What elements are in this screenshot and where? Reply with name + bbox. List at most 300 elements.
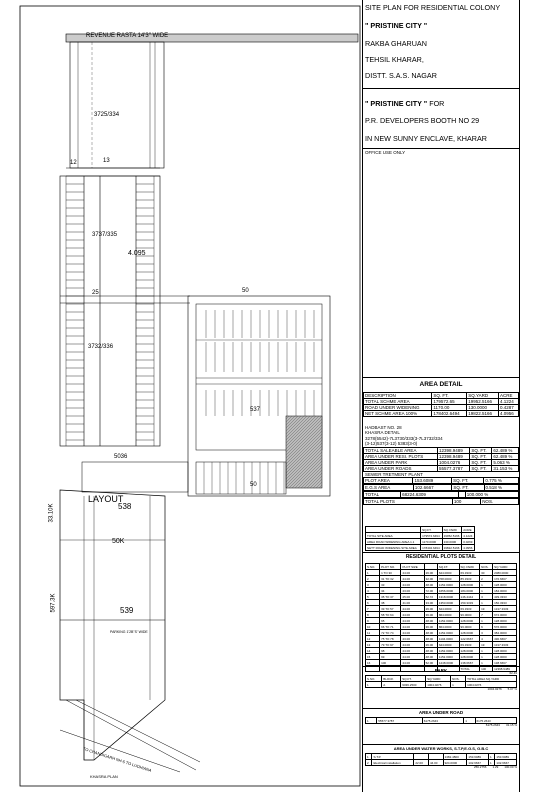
table-cell: 1152.0000 [437, 582, 459, 588]
khasra-detail-value-2: (3-12)537(3-12) 5383(3-0) [365, 441, 418, 447]
table-row [364, 498, 519, 504]
table-cell: 1152.0000 [437, 648, 459, 654]
table [365, 526, 475, 551]
layout-label: LAYOUT [88, 494, 124, 504]
table-cell: 100 [480, 666, 493, 672]
table-cell: SQ.FT. [401, 676, 426, 682]
plot-538-label: 538 [118, 502, 132, 511]
table-cell: NETT ROAD WIDENING SITE AREA [366, 545, 421, 551]
table-cell: 22.00 [414, 760, 429, 766]
table-cell: 128.0000 [493, 618, 517, 624]
table-cell: SQ. FT. [452, 484, 484, 490]
table-cell: 130.0000 [442, 539, 462, 545]
title-line-2: " PRISTINE CITY " [365, 21, 428, 30]
table-cell: 19822.5166 [442, 545, 462, 551]
road-total-value: 6175.2643 [485, 723, 500, 727]
table-cell: 3 [480, 630, 493, 636]
divider [363, 666, 519, 667]
title-line-6 [365, 100, 517, 108]
table-cell: 19 [480, 606, 493, 612]
table-cell: 6 [480, 624, 493, 630]
table-cell: 48.00 [424, 582, 437, 588]
table-cell: 36.00 [424, 624, 437, 630]
table-cell: S.NO. [366, 564, 380, 570]
table-cell: 1 [480, 600, 493, 606]
table-row [364, 491, 519, 497]
table-cell: 41.00 [401, 600, 424, 606]
khasra-plan-label: KHASRA PLAN [90, 774, 118, 779]
table-cell: PLOT NO. [380, 564, 401, 570]
table-cell: 32.00 [424, 576, 437, 582]
table-cell: 24.00 [401, 630, 424, 636]
table-cell: 1353.0000 [437, 600, 459, 606]
dim-label-50: 50 [242, 288, 249, 294]
table-cell: 26.00 [424, 606, 437, 612]
table-cell: SQ.FT. [437, 564, 459, 570]
table-cell: 12398.9489 [493, 666, 517, 672]
table-cell: TOTAL SITE AREA [366, 533, 421, 539]
side-dim-33: 33.10K [48, 503, 55, 523]
title-line-4: TEHSIL KHARAR, [365, 55, 424, 64]
table-cell: 1 [480, 588, 493, 594]
table-cell: SQ. FT. [470, 459, 492, 465]
table-cell: 24.00 [401, 612, 424, 618]
table-cell: 16 [366, 660, 380, 666]
title-line-7: P.R. DEVELOPERS BOOTH NO 29 [365, 116, 480, 125]
table-cell: 128.0000 [493, 648, 517, 654]
table-cell: 1170.00 [432, 405, 467, 411]
table-cell: 3 [366, 582, 380, 588]
table-cell: Electrical installation [372, 760, 414, 766]
table-row [364, 465, 519, 471]
table-cell: SQ. FT. [432, 393, 467, 399]
table-cell: 100 [380, 660, 401, 666]
table-cell: SQ. FT. [470, 453, 492, 459]
table-cell: 1 [480, 648, 493, 654]
table-cell: 68224.6309 [401, 491, 459, 497]
table-cell: 24.00 [401, 660, 424, 666]
table-cell: 490.6667 [493, 636, 517, 642]
table-cell: 69.3333 [459, 606, 480, 612]
table-cell: 128.0000 [459, 618, 480, 624]
waterworks-percent: 1.29 [492, 765, 499, 769]
table-row [364, 459, 519, 465]
dim-label-25: 25 [92, 290, 99, 296]
table-cell: 4.1224 [499, 399, 519, 405]
table-cell: 3 [480, 594, 493, 600]
table-cell: 6175.2643 [422, 718, 463, 724]
khasra-label-3725: 3725/334 [94, 112, 120, 118]
park-total-value: 1004.0276 [487, 687, 502, 691]
table-row [364, 411, 519, 417]
table-cell: TOTAL AREA SQ.YARD [466, 676, 517, 682]
table-row [364, 447, 519, 453]
plot-537-label: 537 [250, 407, 261, 413]
table-cell: 1 [488, 760, 494, 766]
table-cell: 128.0000 [493, 654, 517, 660]
table-cell: 2 [366, 760, 372, 766]
table-cell: SQ.YARD [459, 564, 480, 570]
table-cell: SQ.YARD [442, 527, 462, 533]
table-cell: 96.0000 [459, 612, 480, 618]
table-cell: 128.0000 [493, 582, 517, 588]
table-cell: 1 [480, 654, 493, 660]
table-cell: 1 TO 30 [380, 570, 401, 576]
table-cell: 5 [366, 594, 380, 600]
table-cell: 128.0000 [459, 654, 480, 660]
table [365, 563, 517, 672]
table-cell: NOS. [481, 498, 519, 504]
table-cell: 69.3333 [459, 570, 480, 576]
table-cell: 1 [366, 682, 382, 688]
table-cell: 24.00 [401, 654, 424, 660]
table-cell: 170.6667 [493, 576, 517, 582]
plots-percent: 62.49 [509, 671, 517, 675]
table-cell: 38 [380, 600, 401, 606]
table-cell: 24.00 [401, 570, 424, 576]
table-cell: 19 [480, 642, 493, 648]
table-cell: 924.0000 [443, 760, 467, 766]
divider [363, 744, 519, 745]
table-cell: 24.00 [401, 582, 424, 588]
table-cell: 12398.9489 [437, 453, 469, 459]
table-cell: 36.00 [424, 612, 437, 618]
dim-label-12: 12 [70, 160, 77, 166]
table-cell: 1382.4800 [443, 754, 467, 760]
table-cell: 98 [380, 648, 401, 654]
title-line-6a: " PRISTINE CITY " [365, 99, 428, 108]
table-cell: 624.0000 [437, 570, 459, 576]
table-row [364, 477, 519, 483]
table-cell: 150.3333 [459, 600, 480, 606]
table-cell: 2 [366, 576, 380, 582]
table-cell: 26.00 [424, 570, 437, 576]
table-cell: 1 [480, 582, 493, 588]
table-cell: 26.00 [424, 642, 437, 648]
title-line-1: SITE PLAN FOR RESIDENTIAL COLONY [365, 3, 501, 12]
khasra-label-3737: 3737/335 [92, 232, 118, 238]
table [363, 477, 519, 484]
table-cell: 79 TO 97 [380, 642, 401, 648]
table-cell: 31 TO 32 [380, 576, 401, 582]
table-cell: TOTAL SALEABLE AREA [364, 447, 438, 453]
table-cell: 0.775 % [484, 477, 519, 483]
table-cell: 9 [366, 618, 380, 624]
spacer [363, 417, 519, 425]
table-cell: 48.00 [424, 636, 437, 642]
table-cell: E.G.S AREA [364, 484, 414, 490]
table-cell: 24.00 [401, 624, 424, 630]
table-row [364, 484, 519, 490]
table-cell: 138.6667 [493, 660, 517, 666]
plot-50k-label: 50 [250, 482, 257, 488]
table-cell: BLOCK [382, 676, 401, 682]
title-line-5: DISTT. S.A.S. NAGAR [365, 71, 437, 80]
table-cell: 99 [380, 654, 401, 660]
table-cell: 34 [380, 588, 401, 594]
table-cell: 184.0000 [459, 588, 480, 594]
table-cell: 184.0000 [493, 588, 517, 594]
table-cell: 1152.0000 [437, 630, 459, 636]
divider [363, 552, 519, 553]
waterworks-total-value: 256.2756 [473, 765, 487, 769]
table-cell: 150.3333 [493, 600, 517, 606]
table-cell: 72 TO 74 [380, 630, 401, 636]
table-cell: 179572.6494 [421, 533, 442, 539]
table-cell: 624.0000 [437, 606, 459, 612]
table-cell: 24.00 [401, 606, 424, 612]
table-cell: 0.4287 [499, 405, 519, 411]
table-cell: 178402.6494 [432, 411, 467, 417]
table-cell: 1 [488, 754, 494, 760]
table-cell: 179572.65 [432, 399, 467, 405]
table [363, 447, 519, 472]
table-cell: 30 [480, 570, 493, 576]
table-cell: 1 [366, 570, 380, 576]
khasra-detail-value: 3278(5542)-7L3730/333(3-7L3732/334 [365, 435, 443, 441]
table-cell: SQ.FT. [421, 527, 442, 533]
table-cell: 1317.3333 [493, 642, 517, 648]
table-cell: 1248.0000 [437, 660, 459, 666]
table-cell: NOS. [451, 676, 466, 682]
table-cell: S.T.P. [372, 754, 414, 760]
table-cell: SQ.YARD [493, 564, 517, 570]
table-cell: 48.00 [424, 630, 437, 636]
table [363, 484, 519, 491]
table-cell: 4.1224 [462, 533, 475, 539]
table-cell: 66 TO 71 [380, 624, 401, 630]
table-cell: 72.00 [424, 588, 437, 594]
table-cell: 6 [366, 600, 380, 606]
table-cell: 65 [380, 618, 401, 624]
table-cell: 14 [366, 648, 380, 654]
table-cell: 864.0000 [437, 612, 459, 618]
table-cell: 44.00 [428, 760, 443, 766]
table-cell: 33.00 [424, 600, 437, 606]
table-cell: 6175.2643 [475, 718, 517, 724]
table-cell: 1 [451, 682, 466, 688]
table-cell: SQ. FT. [470, 447, 492, 453]
table-cell: ACRE [499, 393, 519, 399]
table-cell: TOTAL [364, 491, 401, 497]
table-cell: 12398.9489 [437, 447, 469, 453]
table-cell: 96.0000 [459, 624, 480, 630]
table-cell: 33 [380, 582, 401, 588]
table-cell: 138.6667 [459, 660, 480, 666]
table-cell: TOTAL PLOTS [364, 498, 453, 504]
table-cell: 1318.0000 [437, 594, 459, 600]
park-total [365, 688, 517, 692]
parking-label: PARKING 1'2B"S' WIDE [110, 630, 148, 634]
table-cell: 23.00 [401, 636, 424, 642]
table-cell: 39 TO 57 [380, 606, 401, 612]
table-row [366, 545, 475, 551]
dim-label-4095: 4.095 [128, 250, 146, 257]
table-cell: 24.00 [401, 576, 424, 582]
table-cell: 7 [366, 606, 380, 612]
table-cell: 0.0269 [462, 539, 475, 545]
park-percent: 5.07 % [507, 687, 517, 691]
title-panel [362, 0, 520, 792]
title-line-8: IN NEW SUNNY ENCLAVE, KHARAR [365, 134, 487, 143]
table-cell: 55577.3787 [377, 718, 423, 724]
table-cell: 35 TO 37 [380, 594, 401, 600]
table-cell: 672.0000 [493, 612, 517, 618]
table-cell: TOTAL [459, 666, 480, 672]
table-cell: S.NO. [366, 676, 382, 682]
table-cell: 1 [366, 718, 377, 724]
table-cell: 1170.0000 [421, 539, 442, 545]
table-cell: 384.0000 [493, 630, 517, 636]
table-cell: PLOT AREA [364, 477, 413, 483]
table-cell: 178402.6494 [421, 545, 442, 551]
table-cell: AREA UNDER PARK [364, 459, 438, 465]
table-cell: AREA ROAD WIDENING AREA 1.1 [366, 539, 421, 545]
table-cell: TOTAL SCHME AREA [364, 399, 432, 405]
park-title: PARK [434, 668, 448, 673]
divider [363, 377, 519, 378]
area-detail-table [363, 392, 519, 505]
table-cell: 69.3333 [459, 642, 480, 648]
table-cell: 153.6089 [495, 754, 517, 760]
table-cell: SQ.YARD [426, 676, 451, 682]
table-cell: 1152.0000 [437, 618, 459, 624]
table-cell: 15 [366, 654, 380, 660]
table [363, 392, 519, 417]
table-cell: SQ. FT. [470, 465, 492, 471]
table-cell: 1656.0000 [437, 588, 459, 594]
table-cell: 102.6667 [467, 760, 489, 766]
table-cell: 13 [366, 642, 380, 648]
title-line-3: RAKBA GHARUAN [365, 39, 427, 48]
divider [363, 708, 519, 709]
table-cell: 48.00 [424, 618, 437, 624]
hadbast-label: HADBAST NO. 28 [365, 425, 402, 430]
table-cell: 48.00 [424, 648, 437, 654]
office-use-label: OFFICE USE ONLY [365, 150, 406, 155]
table-row [364, 453, 519, 459]
waterworks-title: AREA UNDER WATER WORKS, S.T.P,E.G.S, G.B.C [393, 746, 489, 751]
table-cell: 55577.3787 [437, 465, 469, 471]
dim-label-13: 13 [103, 158, 110, 164]
table-cell: 23.00 [401, 588, 424, 594]
table-cell: 19952.5166 [442, 533, 462, 539]
road-total [365, 724, 517, 728]
table-cell: 25.00 [401, 594, 424, 600]
table-cell: ROAD UNDER WIDENING [364, 405, 432, 411]
table-cell: 7 [480, 612, 493, 618]
table-cell: 153.6089 [413, 477, 452, 483]
table-cell: 19952.5166 [467, 399, 499, 405]
title-line-6b: FOR [429, 99, 445, 108]
table-cell: 102.6667 [495, 760, 517, 766]
table-cell: 12 [366, 636, 380, 642]
side-dim-597: 597.3K [50, 593, 57, 613]
sewer-label: SEWER TRETMENT PLANT [365, 471, 423, 477]
table-cell: 75 TO 78 [380, 636, 401, 642]
table-cell: 130.0000 [467, 405, 499, 411]
table-cell: 128.0000 [459, 630, 480, 636]
table-cell: 439.3333 [493, 594, 517, 600]
table-cell: 100.000 % [465, 491, 518, 497]
table [363, 498, 519, 505]
table-cell: 2080.0000 [493, 570, 517, 576]
table-cell: 4 [480, 636, 493, 642]
table-cell: 31.153 % [492, 465, 519, 471]
table [363, 491, 519, 498]
table-cell: 4.0956 [462, 545, 475, 551]
table-cell: SQ.YARD [467, 393, 499, 399]
table-cell: 85.3333 [459, 576, 480, 582]
table-cell: ACRE [462, 527, 475, 533]
table-cell: 864.0000 [437, 624, 459, 630]
grand-total-percent: 100.00 % [504, 765, 517, 769]
table-cell: AREA UNDER ROADS [364, 465, 438, 471]
dim-label-5036: 5036 [114, 454, 128, 460]
park-table [365, 675, 517, 692]
table-cell: 48.00 [424, 654, 437, 660]
revenue-rasta-label: REVENUE RASTA 14'3" WIDE [86, 33, 169, 39]
khasra-detail-text: KHASRA DETAIL [365, 430, 400, 436]
table-cell: A [382, 682, 401, 688]
table-cell: 153.6089 [467, 754, 489, 760]
table-cell: 768.0000 [437, 576, 459, 582]
plot-50k-main: 50K [112, 538, 125, 545]
table-cell: 24.00 [401, 618, 424, 624]
table-cell: 5.063 % [492, 459, 519, 465]
table-cell: AREA UNDER RESI. PLOTS [364, 453, 438, 459]
table-cell: 1004.0276 [437, 459, 469, 465]
table-cell: 128.0000 [459, 582, 480, 588]
table-cell: 1104.0000 [437, 636, 459, 642]
table-cell: NOS. [480, 564, 493, 570]
table-cell: 11 [366, 630, 380, 636]
table-cell: 102.6667 [413, 484, 451, 490]
table-cell: 576.0000 [493, 624, 517, 630]
table-cell: 9036.2500 [401, 682, 426, 688]
table-cell: 1004.0276 [426, 682, 451, 688]
table-cell: 10 [366, 624, 380, 630]
waterworks-table [365, 753, 517, 770]
table-cell: 1004.0276 [466, 682, 517, 688]
table-cell: 4.0956 [499, 411, 519, 417]
table-cell: 100 [452, 498, 480, 504]
table-cell: DESCRIPTION [364, 393, 432, 399]
table-cell: 624.0000 [437, 642, 459, 648]
table-cell: 1317.3333 [493, 606, 517, 612]
table-cell: 146.4444 [459, 594, 480, 600]
table-cell: 128.0000 [459, 648, 480, 654]
table-cell: 0.518 % [484, 484, 518, 490]
table-cell: 1 [464, 718, 475, 724]
table-cell: 58 TO 64 [380, 612, 401, 618]
table-cell: PLOT SIZE [401, 564, 424, 570]
plots-detail-table [365, 563, 517, 676]
divider [363, 148, 519, 149]
table-cell: 19822.5166 [467, 411, 499, 417]
road-title: AREA UNDER ROAD [418, 710, 464, 715]
table-cell: 52.00 [424, 660, 437, 666]
table-cell: 24.00 [401, 648, 424, 654]
table-cell: 24.00 [401, 642, 424, 648]
table-cell: 1 [480, 618, 493, 624]
road-percent: 31.15 % [505, 723, 517, 727]
table-cell: 1152.0000 [437, 654, 459, 660]
table-cell: 62.489 % [492, 447, 519, 453]
table-cell: 8 [366, 612, 380, 618]
table-cell: SQ. FT. [452, 477, 484, 483]
table-cell: NET SCHME AREA 100% [364, 411, 432, 417]
